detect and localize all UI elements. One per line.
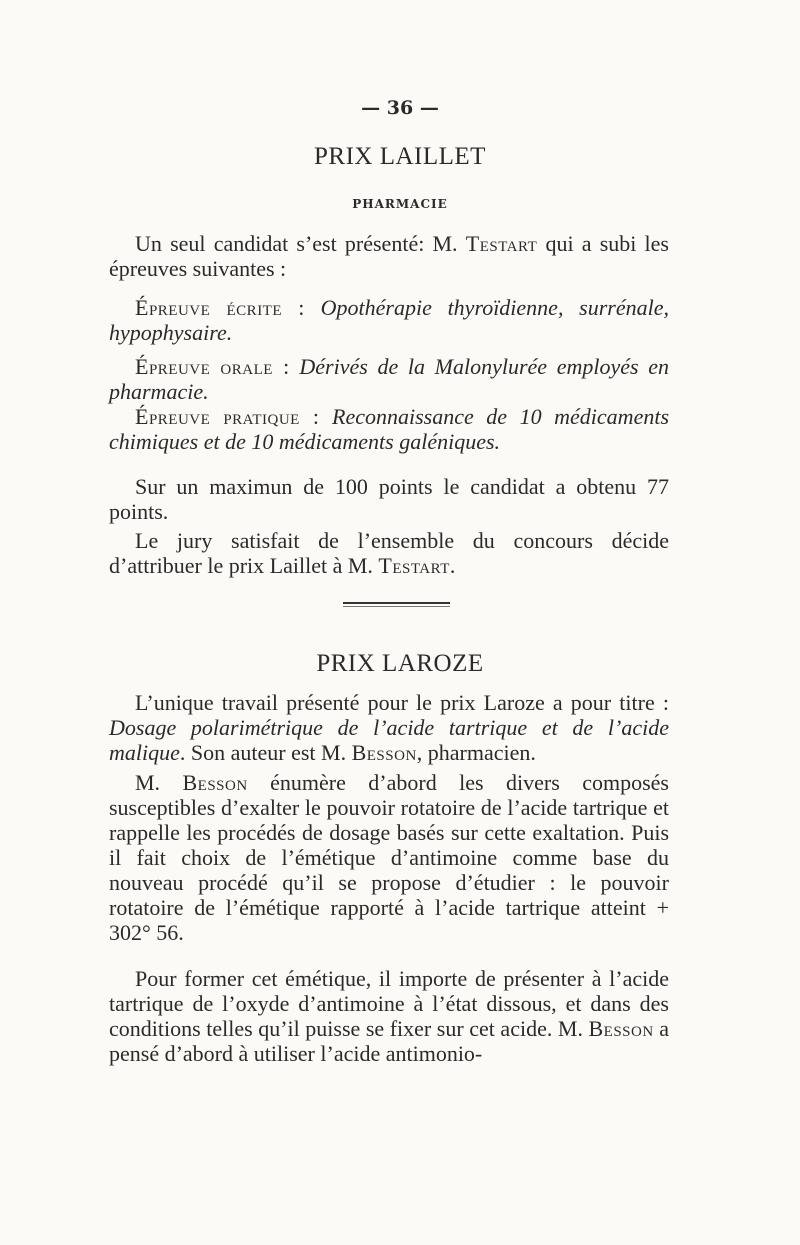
paragraph-epreuve-ecrite [109,295,669,345]
text-run: . [449,553,456,578]
paragraph-emetique [109,966,669,1066]
paragraph-jury [109,528,669,578]
paragraph-epreuve-orale [109,354,669,404]
text-run: Un seul candidat s’est présenté: M. [135,231,466,256]
author-name: Besson [588,1016,654,1041]
candidate-name: Testart [465,231,538,256]
epreuve-label: Épreuve écrite : [135,295,305,320]
section-title-prix-laroze: PRIX LAROZE [316,650,484,677]
text-run: L’unique travail présenté pour le prix Laroze a pour titre : [135,690,669,715]
epreuve-label: Épreuve pratique : [135,404,320,429]
text-run: Le jury satisfait de l’ensemble du concours décide d’attribuer le prix Laillet à M. [109,528,669,578]
paragraph-candidat [109,231,669,281]
text-run: Pour former cet émétique, il importe de présenter à l’acide tartrique de l’oxyde d’antimoine à l’état dissous, et dans des conditions telles qu’il puisse se fixer sur cet acide. M. [109,966,669,1041]
epreuve-label: Épreuve orale : [135,354,290,379]
text-run: qui a subi les épreuves suivantes : [109,231,669,281]
section-divider [343,602,450,604]
candidate-name: Testart [378,553,450,578]
section-subtitle-pharmacie: PHARMACIE [352,197,448,211]
epreuve-text: Dérivés de la Malonylurée employés en pharmacie. [109,354,670,404]
page-number: — 36 — [361,97,439,119]
paragraph-epreuve-pratique [109,404,669,454]
work-title: Dosage polarimétrique de l’acide tartrique et de l’acide malique [109,715,669,765]
paragraph-points: Sur un maximun de 100 points le candidat a obtenu 77 points. [109,474,669,524]
section-title-prix-laillet: PRIX LAILLET [314,143,486,170]
paragraph-besson-enumere [109,770,669,945]
text-run: énumère d’abord les divers composés susceptibles d’exalter le pouvoir rotatoire de l’acide tartrique et rappelle les procédés de dosage basés sur cette exaltation. Puis il fait choix de l’émétique d’antimoine comme base du nouveau procédé qu’il se propose d’étudier : le pouvoir rotatoire de l’émétique rapporté à l’acide tartrique atteint + 302° 56. [109,770,669,945]
text-run: a pensé d’abord à utiliser l’acide antimonio- [109,1016,670,1066]
text-run: M. [135,770,183,795]
paragraph-travail [109,690,669,765]
section-divider-thin [343,606,450,607]
author-name: Besson [351,740,417,765]
epreuve-text: Opothérapie thyroïdienne, surrénale, hypophysaire. [109,295,670,345]
author-name: Besson [182,770,248,795]
text-run: , pharmacien. [416,740,536,765]
epreuve-text: Reconnaissance de 10 médicaments chimiques et de 10 médicaments galéniques. [109,404,670,454]
text-run: . Son auteur est M. [179,740,352,765]
